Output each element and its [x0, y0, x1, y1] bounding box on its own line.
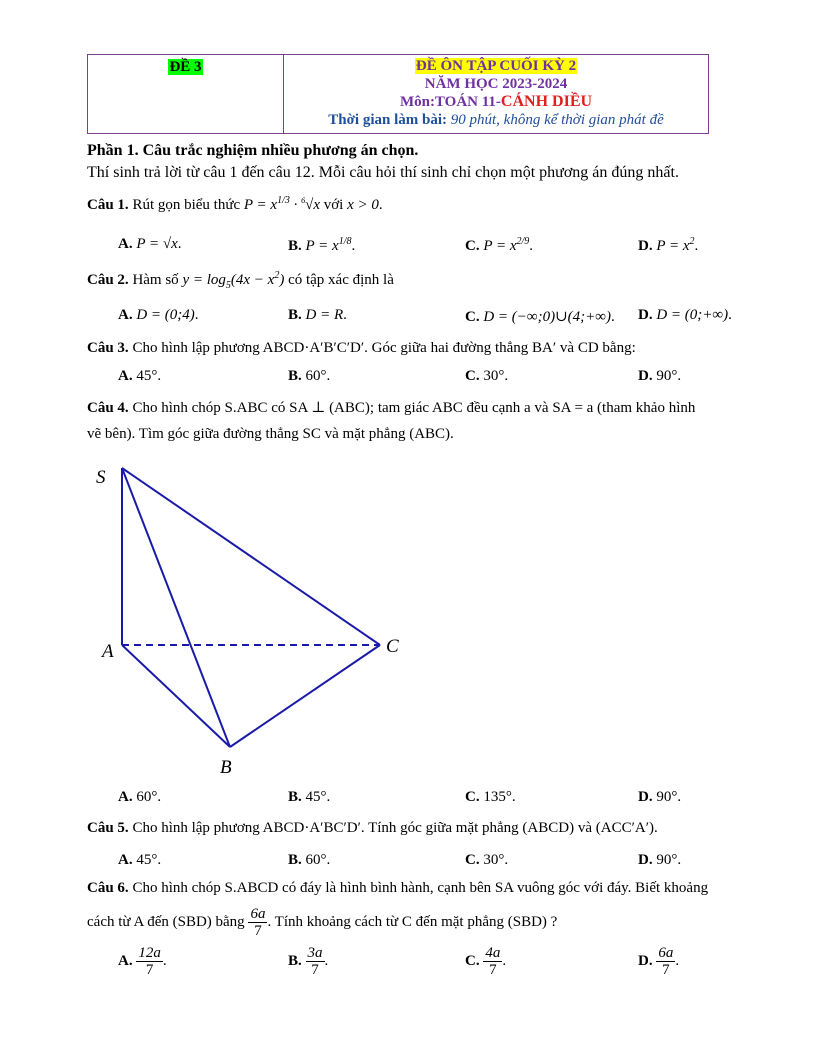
- exam-code-cell: [88, 55, 284, 133]
- q4-option-c[interactable]: C. 135°.: [465, 789, 516, 805]
- edge-bc: [230, 645, 380, 747]
- q4-option-d[interactable]: D. 90°.: [638, 789, 682, 805]
- option-label: D.: [638, 238, 653, 254]
- q6-option-d-numerator: 6a: [658, 945, 674, 961]
- question-4: [87, 398, 695, 417]
- school-year: NĂM HỌC 2023-2024: [424, 76, 568, 92]
- subject-book: CÁNH DIỀU: [500, 93, 593, 110]
- q6-option-c-denominator: 7: [489, 962, 497, 978]
- q2-option-a-value: D = (0;4): [136, 307, 195, 323]
- exam-title: ĐỀ ÔN TẬP CUỐI KỲ 2: [415, 58, 577, 74]
- q6-option-b[interactable]: B. $\frac{3a}{7}$ .: [288, 945, 329, 978]
- question-2-text-a: Hàm số: [128, 272, 183, 288]
- option-label: C.: [465, 238, 480, 254]
- question-5-label: Câu 5.: [87, 820, 129, 836]
- q4-option-b-value: 45°: [305, 789, 327, 805]
- exam-header-table: [87, 54, 709, 134]
- q1-option-d[interactable]: D. $P = x^2$.: [638, 236, 699, 254]
- q3-option-d-value: 90°: [656, 368, 678, 384]
- edge-ab: [122, 645, 230, 747]
- q3-option-a[interactable]: A. 45°.: [118, 368, 162, 384]
- q2-function: $y = \log_5(4x - x^2)$: [182, 270, 285, 291]
- q5-option-a-value: 45°: [136, 852, 158, 868]
- q2-option-c-value: D = (−∞;0)∪(4;+∞): [483, 309, 611, 325]
- edge-sc: [122, 468, 380, 645]
- exam-code: ĐỀ 3: [169, 59, 202, 75]
- q5-option-c[interactable]: C. 30°.: [465, 852, 509, 868]
- edge-sb: [122, 468, 230, 747]
- pyramid-figure: [90, 455, 410, 785]
- question-1-text: Rút gọn biểu thức: [128, 197, 244, 213]
- q3-option-b[interactable]: B. 60°.: [288, 368, 331, 384]
- q6-option-c-numerator: 4a: [485, 945, 501, 961]
- q3-option-b-value: 60°: [305, 368, 327, 384]
- question-4-label: Câu 4.: [87, 400, 129, 416]
- q3-option-a-value: 45°: [136, 368, 158, 384]
- label-c: C: [386, 636, 399, 657]
- question-5: [87, 820, 658, 837]
- q3-option-c[interactable]: C. 30°.: [465, 368, 509, 384]
- q4-option-a[interactable]: A. 60°.: [118, 789, 162, 805]
- label-b: B: [220, 757, 232, 778]
- q6-option-c[interactable]: C. $\frac{4a}{7}$ .: [465, 945, 507, 978]
- q2-option-b[interactable]: B. D = R.: [288, 307, 347, 323]
- q1-option-b[interactable]: B. $P = x^{1/8}$.: [288, 236, 356, 254]
- question-6-text-2a: cách từ A đến (SBD) bằng: [87, 913, 249, 930]
- q5-option-d-value: 90°: [656, 852, 678, 868]
- q6-option-b-denominator: 7: [311, 962, 319, 978]
- question-2: [87, 270, 394, 291]
- q1-expression: $P = x^{1/3} \cdot ^6√x$: [243, 195, 320, 213]
- option-label: B.: [288, 238, 302, 254]
- fraction-numerator: 6a: [250, 906, 266, 922]
- option-label: A.: [118, 236, 133, 252]
- question-2-label: Câu 2.: [87, 272, 129, 288]
- q5-option-a[interactable]: A. 45°.: [118, 852, 162, 868]
- q2-option-d[interactable]: D. D = (0;+∞).: [638, 307, 732, 323]
- q1-condition: x > 0: [347, 197, 379, 213]
- q5-option-b-value: 60°: [305, 852, 327, 868]
- label-a: A: [102, 641, 114, 662]
- q1-option-a[interactable]: A. P = √x.: [118, 236, 182, 252]
- question-6-label: Câu 6.: [87, 880, 129, 896]
- question-6-text-2b: . Tính khoảng cách từ C đến mặt phẳng (SBD) ?: [267, 913, 558, 930]
- q6-option-d-denominator: 7: [662, 962, 670, 978]
- q4-option-d-value: 90°: [656, 789, 678, 805]
- question-1-text-b: với: [319, 197, 348, 213]
- question-3-label: Câu 3.: [87, 340, 129, 356]
- question-2-text-b: có tập xác định là: [284, 272, 394, 288]
- exam-title-cell: [284, 55, 708, 133]
- q2-option-a[interactable]: A. D = (0;4).: [118, 307, 199, 323]
- section-title: Phần 1. Câu trắc nghiệm nhiều phương án chọn.: [87, 142, 419, 159]
- question-5-text: Cho hình lập phương ABCD·A′BC′D′. Tính góc giữa mặt phẳng (ABCD) và (ACC′A′).: [128, 820, 658, 836]
- q6-option-a-numerator: 12a: [138, 945, 161, 961]
- q2-option-b-value: D = R: [305, 307, 344, 323]
- time-value: 90 phút, không kể thời gian phát đề: [447, 112, 664, 128]
- q1-option-c[interactable]: C. $P = x^{2/9}$.: [465, 236, 534, 254]
- q5-option-b[interactable]: B. 60°.: [288, 852, 331, 868]
- q3-option-d[interactable]: D. 90°.: [638, 368, 682, 384]
- question-3: [87, 340, 636, 357]
- q6-given-fraction: [248, 906, 267, 939]
- question-6-text-1: Cho hình chóp S.ABCD có đáy là hình bình hành, cạnh bên SA vuông góc với đáy. Biết khoảng: [128, 880, 709, 896]
- question-3-text: Cho hình lập phương ABCD·A′B′C′D′. Góc giữa hai đường thẳng BA′ và CD bằng:: [128, 340, 636, 356]
- subject-prefix: Môn:TOÁN 11-: [399, 94, 501, 110]
- label-s: S: [96, 467, 106, 488]
- q6-option-d[interactable]: D. $\frac{6a}{7}$ .: [638, 945, 680, 978]
- q6-option-b-numerator: 3a: [307, 945, 323, 961]
- q2-option-d-value: D = (0;+∞): [656, 307, 729, 323]
- q5-option-d[interactable]: D. 90°.: [638, 852, 682, 868]
- question-6: [87, 880, 708, 897]
- question-4-text-1: Cho hình chóp S.ABC có SA ⊥ (ABC); tam giác ABC đều cạnh a và SA = a (tham khảo hình: [128, 400, 696, 416]
- q2-option-c[interactable]: C. D = (−∞;0)∪(4;+∞).: [465, 309, 615, 325]
- q4-option-b[interactable]: B. 45°.: [288, 789, 331, 805]
- q4-option-c-value: 135°: [483, 789, 512, 805]
- question-4-text-2: vẽ bên). Tìm góc giữa đường thẳng SC và mặt phẳng (ABC).: [87, 426, 454, 442]
- q6-option-a-denominator: 7: [145, 962, 154, 978]
- q3-option-c-value: 30°: [483, 368, 505, 384]
- section-instruction: Thí sinh trả lời từ câu 1 đến câu 12. Mỗi câu hỏi thí sinh chỉ chọn một phương án đúng nhất.: [87, 164, 679, 181]
- q4-option-a-value: 60°: [136, 789, 158, 805]
- q6-option-a[interactable]: A. $\frac{12a}{7}$ .: [118, 945, 167, 978]
- q5-option-c-value: 30°: [483, 852, 505, 868]
- time-label: Thời gian làm bài:: [328, 112, 447, 128]
- fraction-denominator: 7: [254, 923, 262, 939]
- question-1: Câu 1. Rút gọn biểu thức $P = x^{1/3} \cdot ^6√x$ với x > 0.: [87, 195, 383, 213]
- question-6-text-2: [87, 906, 557, 939]
- question-1-label: Câu 1.: [87, 197, 129, 213]
